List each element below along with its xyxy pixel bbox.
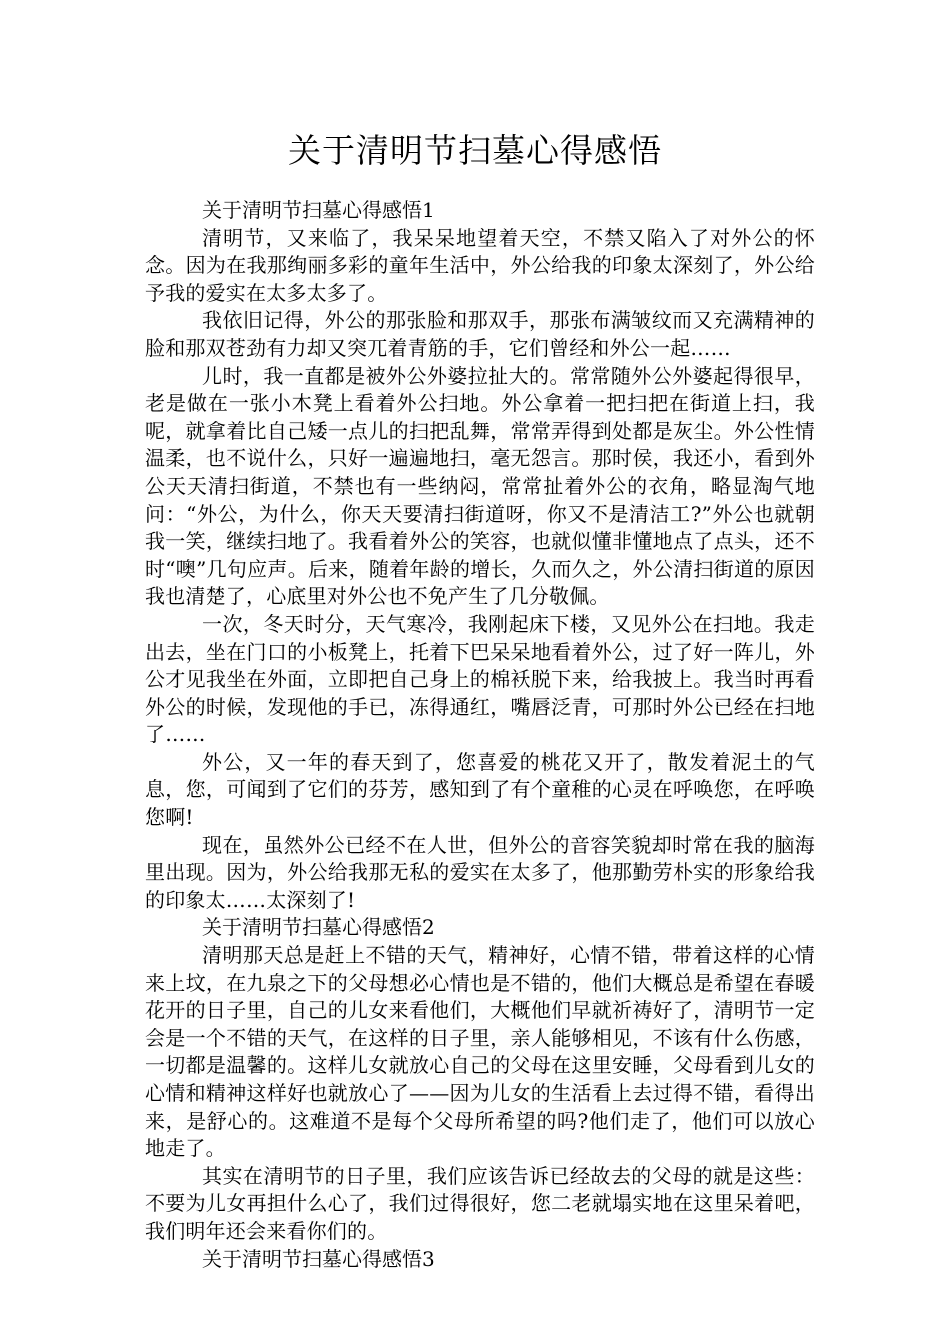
document-body bbox=[145, 197, 815, 1273]
paragraph: 清明节，又来临了，我呆呆地望着天空，不禁又陷入了对外公的怀念。因为在我那绚丽多彩的童年生活中，外公给我的印象太深刻了，外公给予我的爱实在太多太多了。 bbox=[145, 225, 815, 305]
section-heading-3: 关于清明节扫墓心得感悟3 bbox=[202, 1246, 435, 1271]
paragraph: 其实在清明节的日子里，我们应该告诉已经故去的父母的就是这些：不要为儿女再担什么心了，我们过得很好，您二老就塌实地在这里呆着吧，我们明年还会来看你们的。 bbox=[145, 1163, 815, 1243]
document-title: 关于清明节扫墓心得感悟 bbox=[288, 131, 662, 170]
paragraph: 外公，又一年的春天到了，您喜爱的桃花又开了，散发着泥土的气息，您，可闻到了它们的芬芳，感知到了有个童稚的心灵在呼唤您，在呼唤您啊! bbox=[145, 749, 815, 830]
paragraph: 清明那天总是赶上不错的天气，精神好，心情不错，带着这样的心情来上坟，在九泉之下的父母想必心情也是不错的，他们大概总是希望在春暖花开的日子里，自己的儿女来看他们，大概他们早就祈祷好了，清明节一定会是一个不错的天气，在这样的日子里，亲人能够相见，不该有什么伤感，一切都是温馨的。这样儿女就放心自己的父母在这里安睡，父母看到儿女的心情和精神这样好也就放心了——因为儿女的生活看上去过得不错，看得出来，是舒心的。这难道不是每个父母所希望的吗?他们走了，他们可以放心地走了。 bbox=[145, 943, 815, 1161]
paragraph: 儿时，我一直都是被外公外婆拉扯大的。常常随外公外婆起得很早，老是做在一张小木凳上看着外公扫地。外公拿着一把扫把在街道上扫，我呢，就拿着比自己矮一点儿的扫把乱舞，常常弄得到处都是灰尘。外公性情温柔，也不说什么，只好一遍遍地扫，毫无怨言。那时侯，我还小，看到外公天天清扫街道，不禁也有一些纳闷，常常扯着外公的衣角，略显淘气地问：“外公，为什么，你天天要清扫街道呀，你又不是清洁工?”外公也就朝我一笑，继续扫地了。我看着外公的笑容，也就似懂非懂地点了点头，还不时“噢”几句应声。后来，随着年龄的增长，久而久之，外公清扫街道的原因我也清楚了，心底里对外公也不免产生了几分敬佩。 bbox=[145, 363, 815, 609]
section-heading-2: 关于清明节扫墓心得感悟2 bbox=[202, 915, 435, 940]
section-heading-1: 关于清明节扫墓心得感悟1 bbox=[202, 198, 435, 222]
paragraph: 现在，虽然外公已经不在人世，但外公的音容笑貌却时常在我的脑海里出现。因为，外公给我那无私的爱实在太多了，他那勤劳朴实的形象给我的印象太……太深刻了! bbox=[145, 832, 815, 912]
paragraph: 我依旧记得，外公的那张脸和那双手，那张布满皱纹而又充满精神的脸和那双苍劲有力却又突兀着青筋的手，它们曾经和外公一起…… bbox=[145, 308, 815, 360]
paragraph: 一次，冬天时分，天气寒冷，我刚起床下楼，又见外公在扫地。我走出去，坐在门口的小板凳上，托着下巴呆呆地看着外公，过了好一阵儿，外公才见我坐在外面，立即把自己身上的棉袄脱下来，给我披上。我当时再看外公的时候，发现他的手已，冻得通红，嘴唇泛青，可那时外公已经在扫地了…… bbox=[145, 611, 815, 747]
